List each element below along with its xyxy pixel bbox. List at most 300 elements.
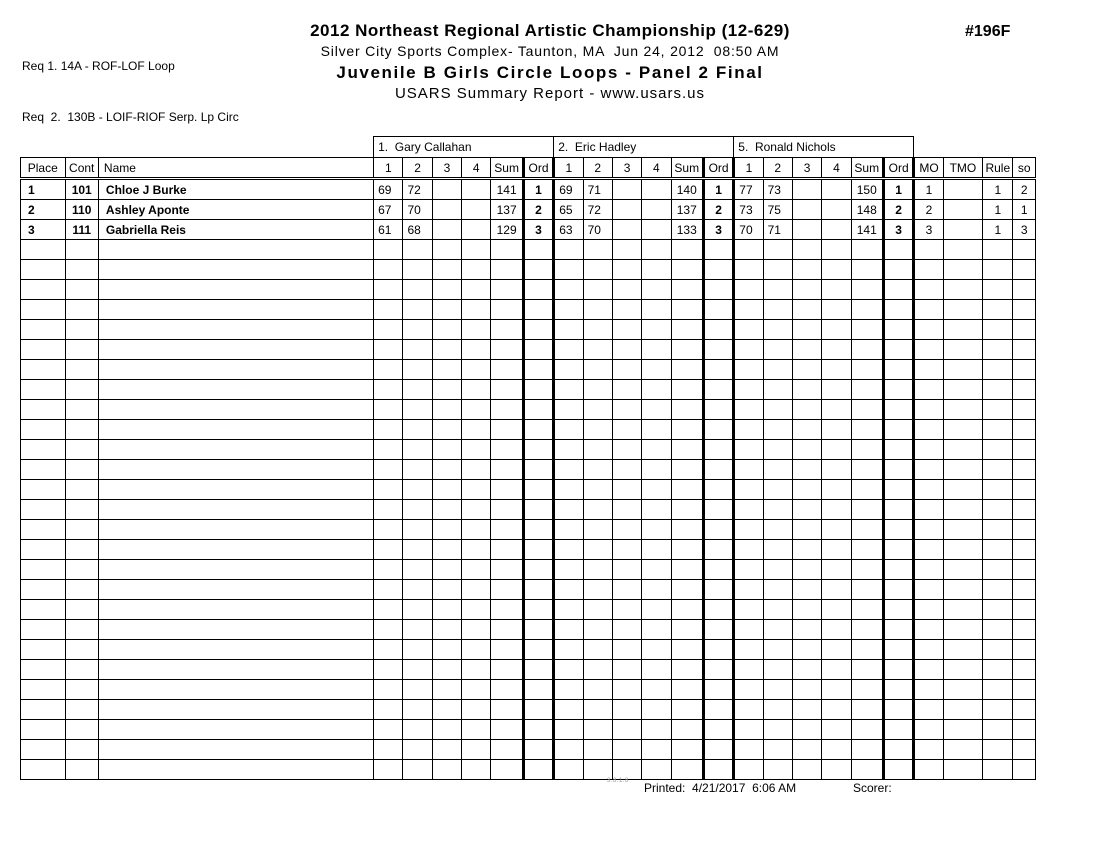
empty-cell [432,420,461,440]
empty-cell [554,420,583,440]
contestant-number-cell: 110 [65,200,98,220]
empty-cell [671,640,703,660]
empty-cell [583,320,612,340]
empty-cell [98,280,373,300]
empty-cell [763,640,792,660]
empty-cell [703,420,733,440]
empty-cell [851,760,883,780]
empty-cell [703,500,733,520]
empty-cell [98,640,373,660]
empty-cell [763,620,792,640]
empty-cell [822,680,851,700]
empty-cell [491,580,523,600]
competitor-row-2 [21,200,1036,220]
empty-cell [983,380,1013,400]
empty-cell [432,600,461,620]
empty-cell [374,760,403,780]
empty-cell [763,600,792,620]
empty-cell [612,480,641,500]
venue-date-line: Silver City Sports Complex- Taunton, MA Jun 24, 2012 08:50 AM [320,43,780,59]
empty-row [21,640,1036,660]
empty-cell [642,720,671,740]
empty-cell [462,360,491,380]
empty-cell [671,600,703,620]
judge3-sum-cell: 148 [851,200,883,220]
empty-cell [523,280,553,300]
empty-cell [851,460,883,480]
empty-cell [883,560,913,580]
empty-cell [523,240,553,260]
total-majority-cell [943,220,982,240]
empty-cell [432,660,461,680]
empty-cell [583,660,612,680]
empty-cell [554,380,583,400]
empty-cell [734,700,763,720]
empty-cell [98,580,373,600]
empty-cell [883,400,913,420]
empty-cell [822,520,851,540]
judge2-score-cell [612,179,641,200]
empty-cell [983,420,1013,440]
empty-cell [612,600,641,620]
rule-cell: 1 [983,220,1013,240]
empty-cell [612,360,641,380]
empty-cell [554,460,583,480]
empty-cell [943,280,982,300]
empty-cell [98,680,373,700]
empty-cell [403,480,432,500]
empty-cell [491,240,523,260]
empty-row [21,260,1036,280]
banner-spacer-right [914,137,1036,158]
empty-cell [914,440,943,460]
empty-cell [883,760,913,780]
empty-row [21,380,1036,400]
empty-cell [462,560,491,580]
empty-cell [403,420,432,440]
empty-cell [703,540,733,560]
empty-cell [883,740,913,760]
empty-cell [763,460,792,480]
event-number: #196F [965,23,1011,40]
empty-cell [432,480,461,500]
empty-cell [983,400,1013,420]
empty-cell [21,320,66,340]
competitor-row-1 [21,179,1036,200]
empty-cell [65,620,98,640]
header-name: Name [98,158,373,179]
empty-cell [642,520,671,540]
judge1-score-cell: 69 [374,179,403,200]
empty-cell [491,640,523,660]
empty-cell [462,320,491,340]
header-judge2-3: 3 [612,158,641,179]
empty-cell [734,360,763,380]
judge3-score-cell [792,179,821,200]
empty-cell [914,520,943,540]
event-title: Juvenile B Girls Circle Loops - Panel 2 Final [336,63,764,82]
empty-cell [792,240,821,260]
empty-cell [554,720,583,740]
empty-cell [671,380,703,400]
empty-cell [523,660,553,680]
empty-cell [671,660,703,680]
empty-cell [851,320,883,340]
empty-cell [523,600,553,620]
empty-cell [734,400,763,420]
empty-cell [851,640,883,660]
header-judge2-1: 1 [554,158,583,179]
empty-cell [612,520,641,540]
empty-cell [583,440,612,460]
empty-cell [851,560,883,580]
empty-cell [21,340,66,360]
empty-cell [642,600,671,620]
empty-cell [462,420,491,440]
empty-cell [523,720,553,740]
empty-cell [1013,320,1036,340]
empty-cell [1013,660,1036,680]
empty-cell [983,500,1013,520]
empty-cell [403,300,432,320]
empty-cell [65,760,98,780]
header-judge1-1: 1 [374,158,403,179]
empty-cell [883,500,913,520]
judge3-score-cell: 71 [763,220,792,240]
judge2-score-cell: 71 [583,179,612,200]
empty-cell [883,700,913,720]
empty-cell [65,300,98,320]
empty-cell [883,420,913,440]
empty-row [21,560,1036,580]
empty-cell [792,480,821,500]
empty-cell [491,440,523,460]
empty-cell [523,460,553,480]
empty-cell [583,560,612,580]
empty-cell [491,460,523,480]
empty-cell [883,540,913,560]
empty-cell [523,260,553,280]
empty-cell [612,700,641,720]
empty-cell [983,240,1013,260]
empty-cell [523,640,553,660]
empty-cell [403,320,432,340]
empty-cell [883,380,913,400]
empty-cell [1013,400,1036,420]
empty-cell [21,700,66,720]
empty-cell [851,500,883,520]
empty-cell [851,300,883,320]
empty-cell [403,580,432,600]
empty-cell [374,420,403,440]
empty-cell [554,740,583,760]
empty-cell [943,720,982,740]
empty-cell [943,660,982,680]
empty-cell [523,700,553,720]
empty-cell [983,460,1013,480]
empty-cell [612,380,641,400]
empty-cell [883,300,913,320]
empty-cell [583,240,612,260]
empty-cell [822,640,851,660]
empty-cell [703,680,733,700]
empty-cell [1013,680,1036,700]
empty-cell [432,260,461,280]
empty-cell [403,760,432,780]
empty-cell [1013,260,1036,280]
empty-row [21,760,1036,780]
empty-cell [851,380,883,400]
empty-cell [612,420,641,440]
empty-cell [612,640,641,660]
empty-cell [671,420,703,440]
empty-cell [851,600,883,620]
empty-cell [65,360,98,380]
empty-cell [432,740,461,760]
empty-cell [763,360,792,380]
empty-cell [403,600,432,620]
empty-cell [65,400,98,420]
judge3-sum-cell: 141 [851,220,883,240]
empty-cell [851,360,883,380]
empty-row [21,620,1036,640]
empty-row [21,540,1036,560]
header-judge3-3: 3 [792,158,821,179]
empty-cell [642,480,671,500]
empty-cell [612,560,641,580]
empty-cell [554,600,583,620]
empty-cell [432,440,461,460]
empty-cell [554,700,583,720]
empty-cell [883,240,913,260]
empty-cell [763,300,792,320]
judge2-score-cell [642,179,671,200]
empty-cell [403,380,432,400]
empty-cell [612,260,641,280]
empty-cell [792,380,821,400]
empty-cell [671,300,703,320]
empty-row [21,480,1036,500]
empty-cell [943,560,982,580]
empty-cell [403,340,432,360]
empty-cell [554,660,583,680]
empty-cell [822,260,851,280]
header-judge1-4: 4 [462,158,491,179]
majority-cell: 1 [914,179,943,200]
empty-cell [583,540,612,560]
empty-cell [612,580,641,600]
empty-cell [1013,300,1036,320]
empty-cell [943,440,982,460]
empty-cell [523,440,553,460]
empty-cell [914,460,943,480]
empty-cell [403,560,432,580]
empty-cell [374,360,403,380]
empty-cell [914,340,943,360]
header-judge3-sum: Sum [851,158,883,179]
empty-cell [851,520,883,540]
empty-cell [914,560,943,580]
judge2-score-cell: 65 [554,200,583,220]
empty-cell [432,760,461,780]
empty-cell [763,760,792,780]
empty-cell [374,680,403,700]
empty-row [21,720,1036,740]
empty-cell [703,560,733,580]
empty-cell [491,320,523,340]
empty-cell [523,400,553,420]
empty-cell [491,540,523,560]
empty-cell [763,280,792,300]
empty-cell [432,580,461,600]
judge1-score-cell: 61 [374,220,403,240]
empty-cell [374,500,403,520]
judge3-ordinal-cell: 3 [883,220,913,240]
empty-cell [734,460,763,480]
empty-cell [883,280,913,300]
empty-cell [983,340,1013,360]
empty-cell [642,760,671,780]
empty-cell [822,380,851,400]
empty-cell [523,420,553,440]
empty-cell [491,360,523,380]
empty-cell [612,280,641,300]
empty-cell [1013,620,1036,640]
empty-cell [554,240,583,260]
empty-row [21,300,1036,320]
header-rule: Rule [983,158,1013,179]
empty-cell [703,620,733,640]
empty-cell [462,660,491,680]
empty-cell [21,480,66,500]
empty-cell [1013,480,1036,500]
empty-cell [374,340,403,360]
judge3-score-cell: 77 [734,179,763,200]
requirement-line-2: Req 2. 130B - LOIF-RIOF Serp. Lp Circ [22,110,239,124]
empty-cell [943,420,982,440]
empty-cell [851,580,883,600]
empty-cell [883,480,913,500]
empty-cell [914,280,943,300]
empty-cell [432,460,461,480]
empty-cell [671,720,703,740]
empty-cell [943,620,982,640]
empty-cell [822,340,851,360]
empty-cell [403,680,432,700]
empty-cell [734,640,763,660]
header-judge1-2: 2 [403,158,432,179]
empty-cell [792,300,821,320]
empty-cell [734,320,763,340]
empty-cell [822,560,851,580]
empty-cell [462,640,491,660]
empty-cell [1013,580,1036,600]
empty-cell [374,640,403,660]
empty-cell [491,700,523,720]
empty-cell [523,540,553,560]
empty-cell [403,700,432,720]
judge1-score-cell [432,220,461,240]
judge-banner-3: 5. Ronald Nichols [734,137,914,158]
empty-cell [851,260,883,280]
empty-cell [943,480,982,500]
empty-cell [403,240,432,260]
empty-cell [822,740,851,760]
empty-cell [583,460,612,480]
empty-cell [612,740,641,760]
empty-row [21,320,1036,340]
empty-cell [65,600,98,620]
judge2-sum-cell: 137 [671,200,703,220]
empty-cell [491,520,523,540]
empty-cell [914,600,943,620]
judge1-ordinal-cell: 2 [523,200,553,220]
empty-cell [822,320,851,340]
empty-cell [883,580,913,600]
empty-cell [583,380,612,400]
empty-cell [703,520,733,540]
empty-cell [374,620,403,640]
empty-cell [642,260,671,280]
empty-cell [462,340,491,360]
empty-row [21,440,1036,460]
empty-cell [462,580,491,600]
empty-cell [432,680,461,700]
empty-cell [703,280,733,300]
empty-cell [671,240,703,260]
empty-cell [1013,520,1036,540]
empty-cell [491,420,523,440]
empty-cell [98,400,373,420]
empty-cell [65,340,98,360]
empty-cell [983,480,1013,500]
empty-cell [822,580,851,600]
empty-cell [612,620,641,640]
empty-cell [374,380,403,400]
empty-cell [21,760,66,780]
judge3-score-cell: 73 [763,179,792,200]
empty-cell [914,500,943,520]
empty-cell [642,380,671,400]
empty-cell [432,240,461,260]
empty-cell [403,400,432,420]
judge2-score-cell [612,220,641,240]
judge-banner-1: 1. Gary Callahan [374,137,554,158]
judge1-score-cell: 70 [403,200,432,220]
empty-cell [374,560,403,580]
header-judge2-ord: Ord [703,158,733,179]
empty-cell [612,660,641,680]
empty-cell [98,560,373,580]
empty-cell [432,400,461,420]
empty-cell [21,360,66,380]
empty-cell [851,420,883,440]
empty-cell [792,440,821,460]
empty-cell [491,400,523,420]
empty-cell [851,400,883,420]
empty-cell [914,740,943,760]
empty-cell [671,680,703,700]
empty-cell [523,580,553,600]
empty-cell [914,480,943,500]
empty-cell [432,640,461,660]
empty-cell [612,320,641,340]
judge1-score-cell [462,200,491,220]
header-judge1-3: 3 [432,158,461,179]
empty-cell [491,560,523,580]
empty-cell [763,740,792,760]
empty-cell [914,320,943,340]
